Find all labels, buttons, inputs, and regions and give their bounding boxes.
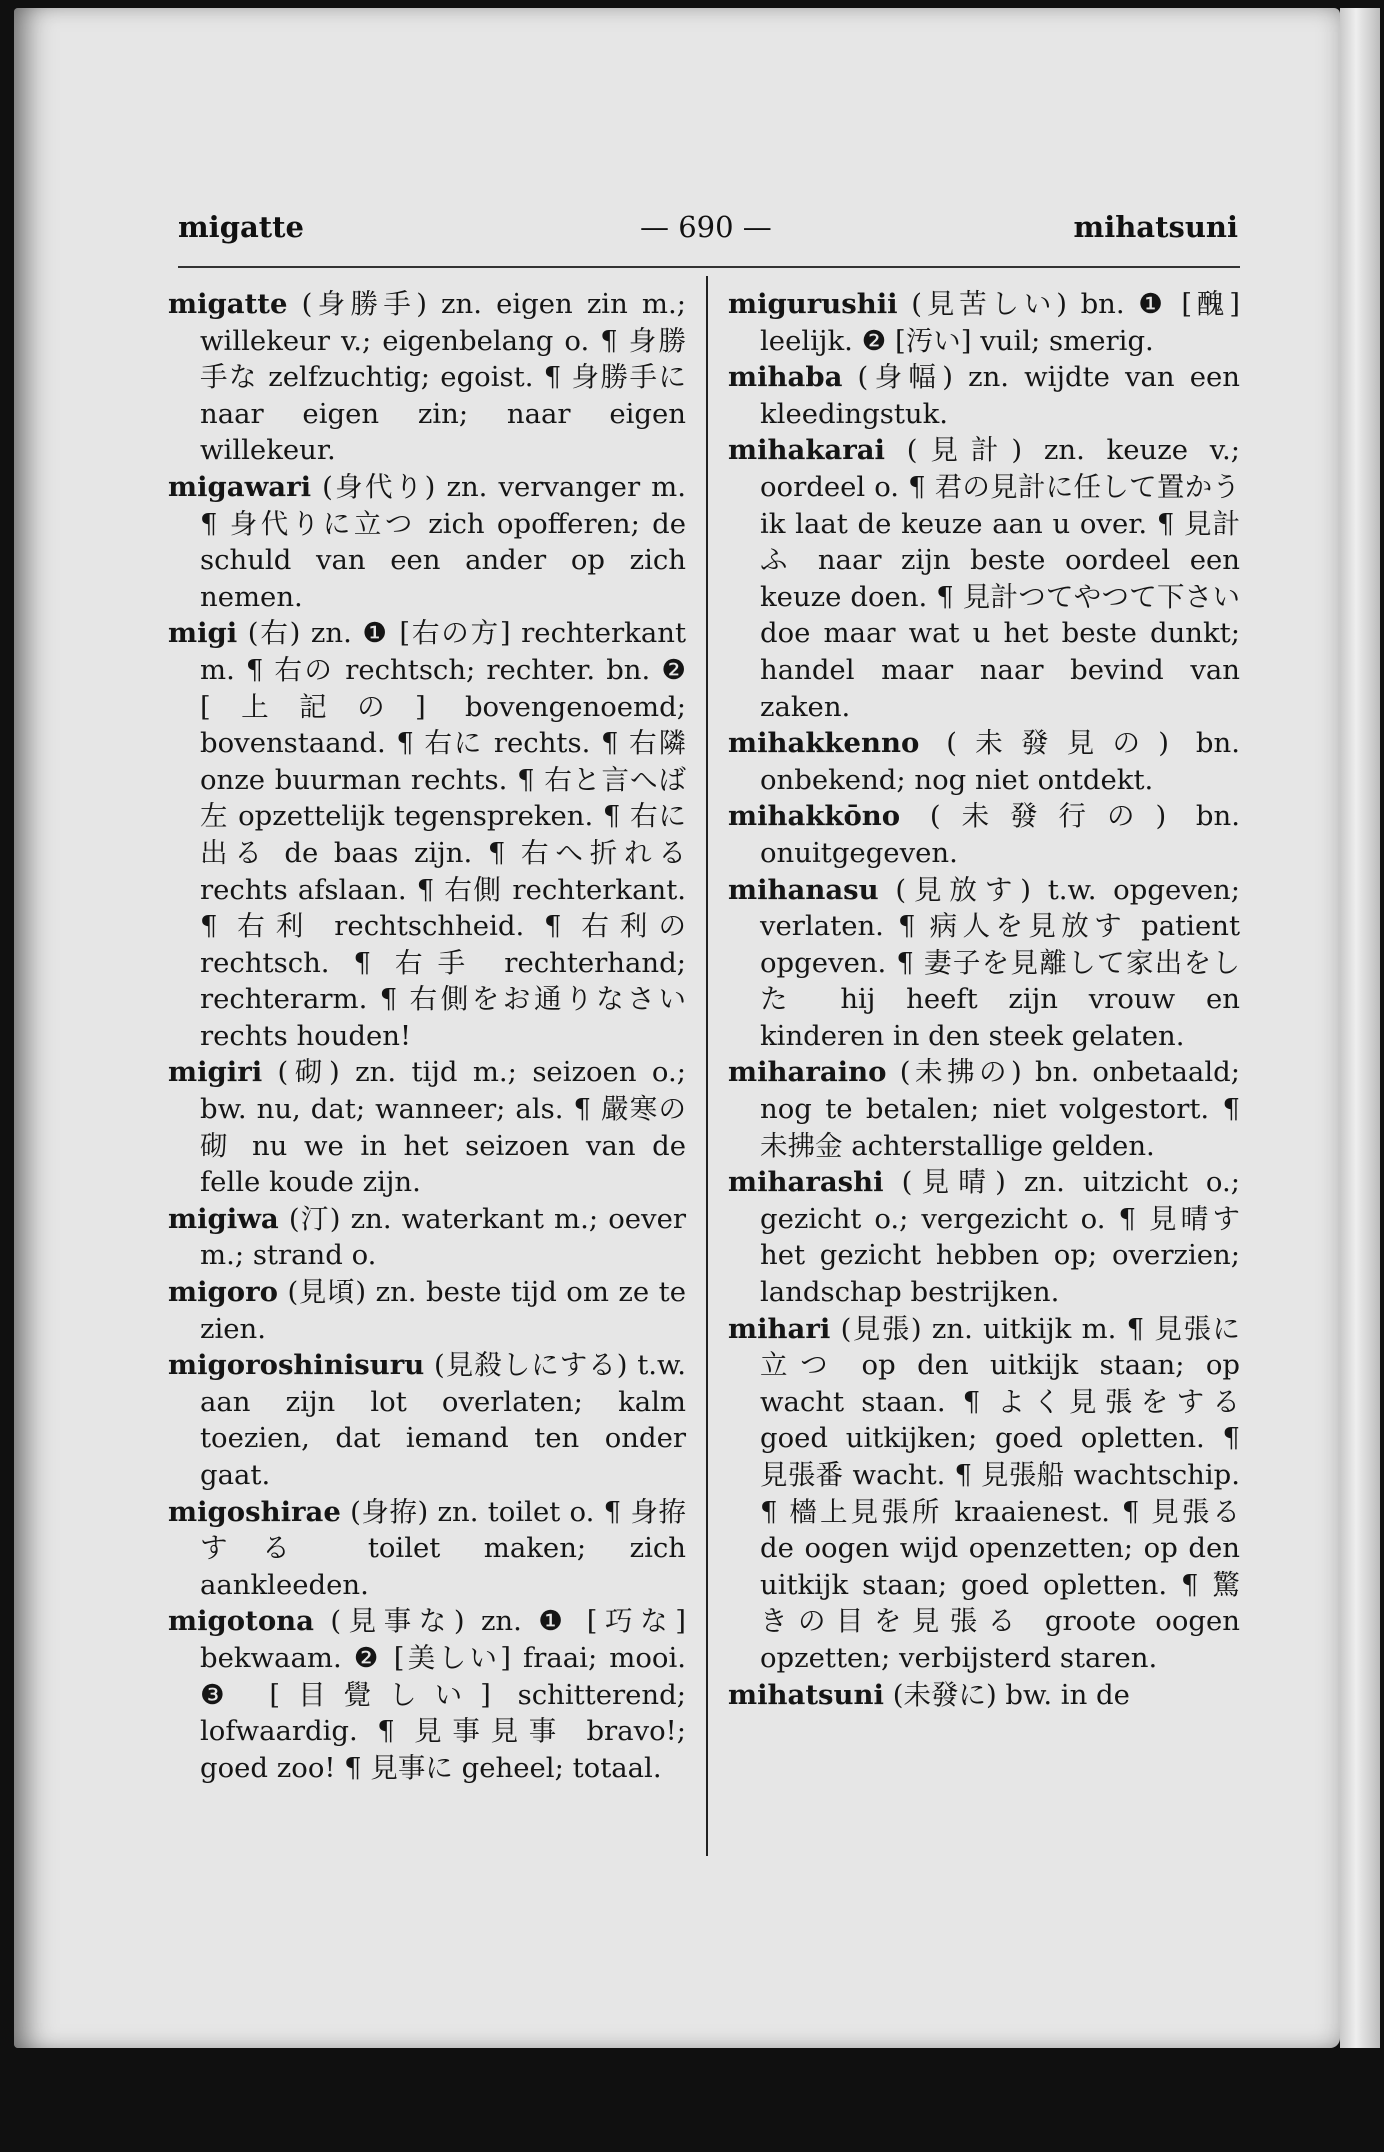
dictionary-entry [728, 1677, 1240, 1714]
entry-headword: migotona [168, 1605, 314, 1638]
dictionary-entry [168, 1201, 686, 1274]
dictionary-entry [728, 872, 1240, 1055]
column-divider [706, 276, 708, 1856]
entry-headword: migatte [168, 288, 288, 320]
entry-body: (見計) zn. keuze v.; oordeel o. ¶ 君の見計に任して置かう ik laat de keuze aan u over. ¶ 見計ふ naar zijn beste oordeel een keuze doen. ¶ 見計つてやつて下さい doe maar wat u het beste dunkt; handel maar naar bevind van zaken. [760, 434, 1240, 723]
entry-headword: mihakkōno [728, 800, 901, 833]
entry-headword: migiwa [168, 1202, 279, 1235]
dictionary-entry [728, 1164, 1240, 1310]
page-number: — 690 — [640, 210, 772, 244]
dictionary-entry [168, 1347, 686, 1493]
dictionary-entry [728, 286, 1240, 359]
entry-headword: mihatsuni [728, 1678, 884, 1711]
entry-headword: miharashi [728, 1166, 884, 1199]
entry-headword: migoshirae [168, 1495, 341, 1528]
right-column [728, 286, 1240, 1713]
dictionary-entry [168, 469, 686, 615]
dictionary-entry [168, 1603, 686, 1786]
entry-body: (身勝手) zn. eigen zin m.; willekeur v.; eigenbelang o. ¶ 身勝手な zelfzuchtig; egoist. ¶ 身勝手に naar eigen zin; naar eigen willekeur. [200, 288, 686, 467]
entry-headword: miharaino [728, 1056, 887, 1089]
entry-headword: migoroshinisuru [168, 1349, 425, 1382]
entry-body: (砌) zn. tijd m.; seizoen o.; bw. nu, dat; wanneer; als. ¶ 嚴寒の砌 nu we in het seizoen van de felle koude zijn. [200, 1056, 686, 1199]
entry-body: (未發行の) bn. onuitgegeven. [760, 800, 1240, 869]
dictionary-entry [168, 615, 686, 1054]
dictionary-entry [728, 725, 1240, 798]
dictionary-entry [728, 1054, 1240, 1164]
entry-headword: migi [168, 617, 238, 650]
page-header [178, 210, 1238, 262]
entry-body: (見事な) zn. ❶ [巧な] bekwaam. ❷ [美しい] fraai; mooi. ❸ [目覺しい] schitterend; lofwaardig. ¶ 見事見事 bravo!; goed zoo! ¶ 見事に geheel; totaal. [200, 1605, 686, 1784]
left-column [168, 286, 686, 1786]
dictionary-entry [168, 286, 686, 469]
dictionary-entry [168, 1054, 686, 1200]
dictionary-entry [168, 1274, 686, 1347]
entry-headword: migiri [168, 1056, 263, 1089]
entry-headword: mihakarai [728, 434, 885, 467]
entry-body: (見苦しい) bn. ❶ [醜] leelijk. ❷ [汚い] vuil; smerig. [760, 288, 1240, 357]
entry-headword: mihari [728, 1312, 831, 1345]
entry-headword: migawari [168, 470, 312, 503]
entry-headword: migurushii [728, 288, 898, 320]
entry-body: (見放す) t.w. opgeven; verlaten. ¶ 病人を見放す patient opgeven. ¶ 妻子を見離して家出をした hij heeft zijn vrouw en kinderen in den steek gelaten. [760, 873, 1241, 1052]
entry-body: (汀) zn. waterkant m.; oever m.; strand o. [200, 1202, 686, 1272]
entry-body: (身拵) zn. toilet o. ¶ 身拵する toilet maken; zich aankleeden. [200, 1495, 686, 1601]
entry-body: (右) zn. ❶ [右の方] rechterkant m. ¶ 右の rechtsch; rechter. bn. ❷ [上記の] bovengenoemd; bovenstaand. ¶ 右に rechts. ¶ 右隣 onze buurman rechts. ¶ 右と言へば左 opzettelijk tegenspreken. ¶ 右に出る de baas zijn. ¶ 右へ折れる rechts afslaan. ¶ 右側 rechterkant. ¶ 右利 rechtschheid. ¶ 右利の rechtsch. ¶ 右手 rechterhand; rechterarm. ¶ 右側をお通りなさい rechts houden! [200, 617, 686, 1052]
dictionary-entry [728, 1311, 1240, 1677]
right-guide-word: mihatsuni [1073, 210, 1238, 244]
entry-headword: mihanasu [728, 873, 879, 906]
left-guide-word: migatte [178, 210, 305, 244]
entry-body: (見頃) zn. beste tijd om ze te zien. [200, 1276, 686, 1345]
entry-body: (未發に) bw. in de [892, 1678, 1130, 1711]
dictionary-entry [168, 1494, 686, 1604]
entry-body: (未拂の) bn. onbetaald; nog te betalen; niet volgestort. ¶ 未拂金 achterstallige gelden. [760, 1056, 1240, 1162]
entry-headword: migoro [168, 1276, 278, 1309]
entry-body: (未發見の) bn. onbekend; nog niet ontdekt. [760, 727, 1240, 796]
dictionary-entry [728, 432, 1240, 725]
page-edge [1340, 8, 1380, 2048]
entry-body: (見殺しにする) t.w. aan zijn lot overlaten; kalm toezien, dat iemand ten onder gaat. [200, 1349, 686, 1491]
header-rule [178, 266, 1240, 268]
entry-headword: mihaba [728, 361, 843, 394]
entry-headword: mihakkenno [728, 727, 920, 760]
entry-body: (身代り) zn. vervanger m. ¶ 身代りに立つ zich opofferen; de schuld van een ander op zich nemen. [200, 470, 686, 613]
entry-body: (身幅) zn. wijdte van een kleedingstuk. [760, 361, 1240, 430]
dictionary-entry [728, 359, 1240, 432]
entry-body: (見張) zn. uitkijk m. ¶ 見張に立つ op den uitkijk staan; op wacht staan. ¶ よく見張をする goed uitkijken; goed opletten. ¶ 見張番 wacht. ¶ 見張船 wachtschip. ¶ 檣上見張所 kraaienest. ¶ 見張る de oogen wijd openzetten; op den uitkijk staan; goed opletten. ¶ 驚きの目を見張る groote oogen opzetten; verbijsterd staren. [760, 1312, 1240, 1674]
dictionary-entry [728, 798, 1240, 871]
entry-body: (見晴) zn. uitzicht o.; gezicht o.; vergezicht o. ¶ 見晴す het gezicht hebben op; overzien; landschap bestrijken. [760, 1166, 1240, 1309]
